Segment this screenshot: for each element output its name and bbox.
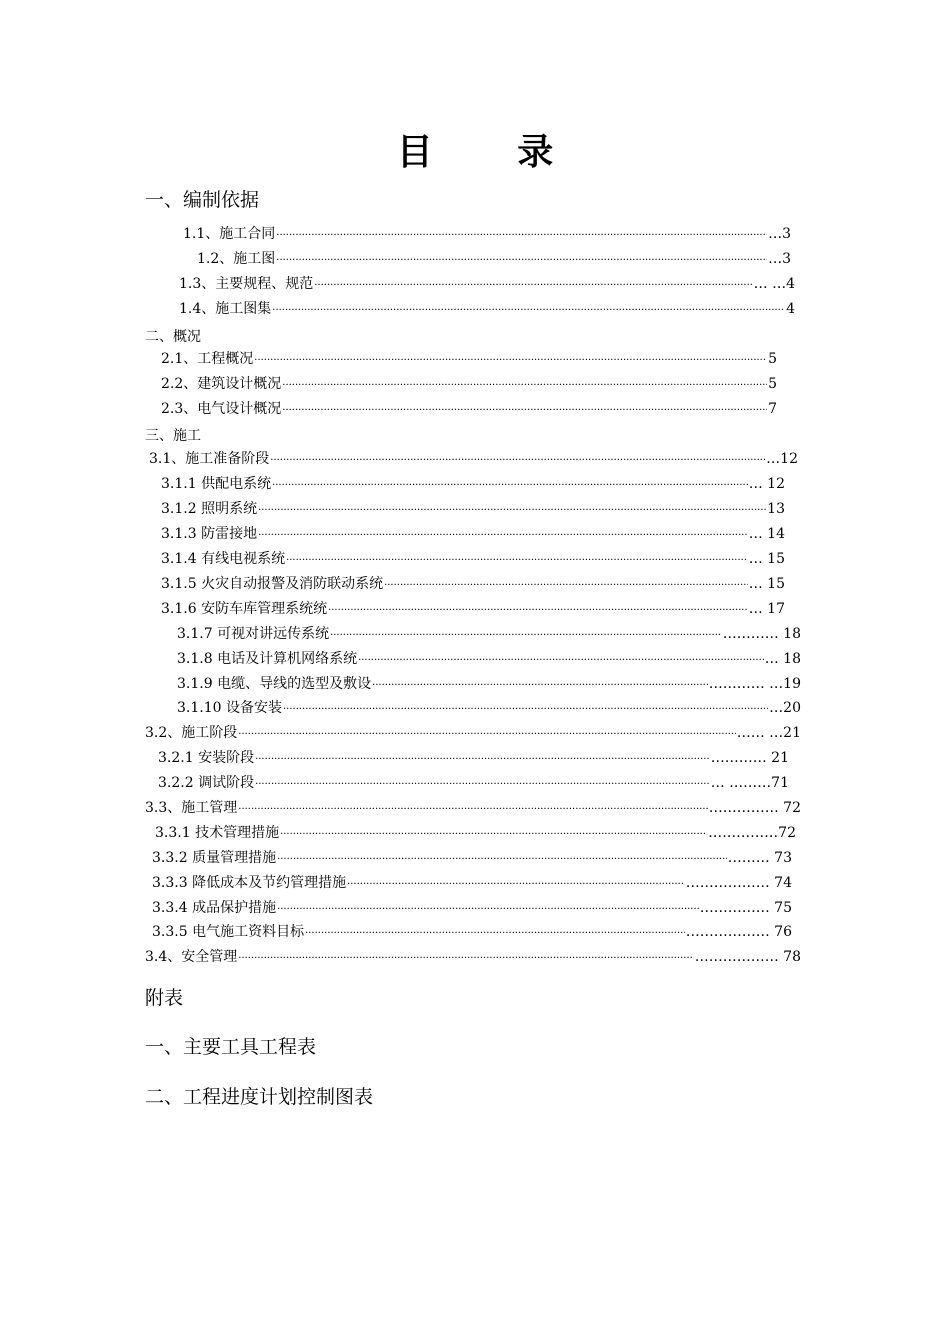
toc-entry-page: 4 bbox=[786, 301, 795, 317]
leader-dots bbox=[347, 875, 685, 895]
toc-entry-page: …3 bbox=[768, 226, 791, 242]
toc-entry-page: ……………… 78 bbox=[694, 949, 801, 965]
leader-dots bbox=[272, 301, 785, 321]
toc-entry-label: 3.1.2 照明系统 bbox=[161, 501, 258, 517]
toc-entry[interactable] bbox=[161, 474, 785, 494]
toc-entry-page: ……………… 74 bbox=[685, 875, 792, 891]
appendix-item-tools: 一、主要工具工程表 bbox=[145, 1036, 317, 1058]
toc-entry[interactable] bbox=[179, 299, 795, 319]
toc-entry-label: 3.1.3 防雷接地 bbox=[161, 526, 258, 542]
toc-entry-label: 2.2、建筑设计概况 bbox=[161, 376, 282, 392]
toc-entry-page: … 18 bbox=[764, 651, 801, 667]
leader-dots bbox=[272, 476, 748, 496]
toc-entry-label: 3.1.7 可视对讲远传系统 bbox=[177, 626, 330, 642]
leader-dots bbox=[238, 800, 707, 820]
toc-entry-page: …12 bbox=[766, 451, 798, 467]
toc-entry-label: 3.2.1 安装阶段 bbox=[158, 750, 255, 766]
leader-dots bbox=[254, 351, 767, 371]
leader-dots bbox=[255, 750, 710, 770]
toc-entry-page: …… …21 bbox=[736, 725, 801, 741]
toc-entry-page: … 15 bbox=[748, 576, 785, 592]
toc-entry-label: 3.1.10 设备安装 bbox=[177, 700, 282, 716]
leader-dots bbox=[277, 900, 699, 920]
toc-entry[interactable] bbox=[161, 399, 777, 419]
toc-entry-page: … 12 bbox=[748, 476, 785, 492]
leader-dots bbox=[238, 725, 735, 745]
toc-entry-page: …3 bbox=[768, 251, 791, 267]
toc-entry-label: 3.3.5 电气施工资料目标 bbox=[152, 924, 305, 940]
toc-entry[interactable] bbox=[161, 549, 785, 569]
toc-entry[interactable] bbox=[145, 723, 801, 743]
toc-entry-label: 3.3.2 质量管理措施 bbox=[152, 850, 277, 866]
toc-title: 目 录 bbox=[396, 131, 590, 173]
toc-entry[interactable] bbox=[161, 599, 785, 619]
toc-entry-label: 3.2.2 调试阶段 bbox=[158, 775, 255, 791]
leader-dots bbox=[258, 526, 748, 546]
toc-entry-label: 3.1.4 有线电视系统 bbox=[161, 551, 286, 567]
leader-dots bbox=[282, 376, 767, 396]
toc-entry-page: …20 bbox=[769, 700, 801, 716]
leader-dots bbox=[330, 626, 722, 646]
leader-dots bbox=[238, 949, 693, 969]
toc-entry[interactable] bbox=[145, 947, 801, 967]
toc-entry-page: ………… 21 bbox=[710, 750, 789, 766]
toc-entry[interactable] bbox=[177, 649, 801, 669]
toc-entry-page: …………… 72 bbox=[708, 800, 801, 816]
toc-entry[interactable] bbox=[177, 674, 801, 694]
toc-entry-label: 3.3.4 成品保护措施 bbox=[152, 900, 277, 916]
toc-entry-label: 3.1.9 电缆、导线的选型及敷设 bbox=[177, 676, 372, 692]
appendix-heading: 附表 bbox=[145, 987, 184, 1009]
toc-entry-page: 13 bbox=[767, 501, 785, 517]
toc-entry-label: 3.1.8 电话及计算机网络系统 bbox=[177, 651, 358, 667]
leader-dots bbox=[270, 451, 765, 471]
section-heading-basis: 一、编制依据 bbox=[145, 189, 260, 211]
leader-dots bbox=[358, 651, 764, 671]
leader-dots bbox=[276, 251, 767, 271]
leader-dots bbox=[305, 924, 685, 944]
toc-entry-label: 1.3、主要规程、规范 bbox=[179, 276, 314, 292]
toc-entry[interactable] bbox=[161, 349, 777, 369]
toc-entry[interactable] bbox=[161, 499, 785, 519]
toc-entry[interactable] bbox=[197, 249, 791, 269]
toc-entry[interactable] bbox=[149, 449, 798, 469]
toc-entry[interactable] bbox=[179, 274, 795, 294]
leader-dots bbox=[276, 226, 767, 246]
leader-dots bbox=[372, 676, 708, 696]
toc-entry-page: ……… 73 bbox=[727, 850, 792, 866]
toc-entry-label: 3.1.5 火灾自动报警及消防联动系统 bbox=[161, 576, 384, 592]
leader-dots bbox=[255, 775, 710, 795]
toc-entry-label: 1.1、施工合同 bbox=[183, 226, 276, 242]
toc-entry-page: … 14 bbox=[748, 526, 785, 542]
section-heading-overview: 二、概况 bbox=[145, 329, 201, 345]
toc-entry-label: 2.1、工程概况 bbox=[161, 351, 254, 367]
toc-entry-label: 3.1.6 安防车库管理系统统 bbox=[161, 601, 328, 617]
toc-entry-page: …………… 75 bbox=[699, 900, 792, 916]
toc-entry[interactable] bbox=[161, 524, 785, 544]
toc-entry-page: ………… …19 bbox=[708, 676, 801, 692]
toc-entry-page: ……………… 76 bbox=[685, 924, 792, 940]
toc-entry-label: 3.4、安全管理 bbox=[145, 949, 238, 965]
toc-entry[interactable] bbox=[145, 798, 801, 818]
toc-entry[interactable] bbox=[161, 574, 785, 594]
leader-dots bbox=[314, 276, 752, 296]
toc-entry[interactable] bbox=[152, 873, 792, 893]
toc-entry[interactable] bbox=[177, 698, 801, 718]
toc-entry-label: 1.4、施工图集 bbox=[179, 301, 272, 317]
leader-dots bbox=[280, 825, 707, 845]
toc-entry[interactable] bbox=[161, 374, 777, 394]
toc-entry[interactable] bbox=[152, 898, 792, 918]
toc-entry[interactable] bbox=[152, 922, 792, 942]
toc-entry[interactable] bbox=[158, 773, 789, 793]
leader-dots bbox=[286, 551, 748, 571]
toc-entry-page: 7 bbox=[768, 401, 777, 417]
toc-entry-label: 1.2、施工图 bbox=[197, 251, 276, 267]
toc-entry-page: … …4 bbox=[753, 276, 795, 292]
leader-dots bbox=[277, 850, 727, 870]
toc-entry-label: 3.3、施工管理 bbox=[145, 800, 238, 816]
toc-entry-page: ……………72 bbox=[708, 825, 796, 841]
toc-entry-label: 3.2、施工阶段 bbox=[145, 725, 238, 741]
leader-dots bbox=[384, 576, 748, 596]
leader-dots bbox=[328, 601, 748, 621]
leader-dots bbox=[283, 700, 768, 720]
toc-entry-label: 3.3.1 技术管理措施 bbox=[155, 825, 280, 841]
section-heading-construction: 三、施工 bbox=[145, 428, 201, 444]
toc-entry-label: 3.1.1 供配电系统 bbox=[161, 476, 272, 492]
toc-entry-label: 3.3.3 降低成本及节约管理措施 bbox=[152, 875, 347, 891]
appendix-item-schedule: 二、工程进度计划控制图表 bbox=[145, 1086, 374, 1108]
toc-entry[interactable] bbox=[158, 748, 789, 768]
toc-entry-page: 5 bbox=[768, 376, 777, 392]
toc-entry-page: ………… 18 bbox=[722, 626, 801, 642]
toc-entry-label: 2.3、电气设计概况 bbox=[161, 401, 282, 417]
toc-entry[interactable] bbox=[152, 848, 792, 868]
toc-entry[interactable] bbox=[177, 624, 801, 644]
toc-entry-page: … 17 bbox=[748, 601, 785, 617]
toc-entry-label: 3.1、施工准备阶段 bbox=[149, 451, 270, 467]
leader-dots bbox=[258, 501, 766, 521]
toc-entry-page: … ………71 bbox=[710, 775, 789, 791]
toc-entry-page: 5 bbox=[768, 351, 777, 367]
toc-entry[interactable] bbox=[183, 224, 791, 244]
toc-entry-page: … 15 bbox=[748, 551, 785, 567]
toc-entry[interactable] bbox=[155, 823, 796, 843]
leader-dots bbox=[282, 401, 767, 421]
